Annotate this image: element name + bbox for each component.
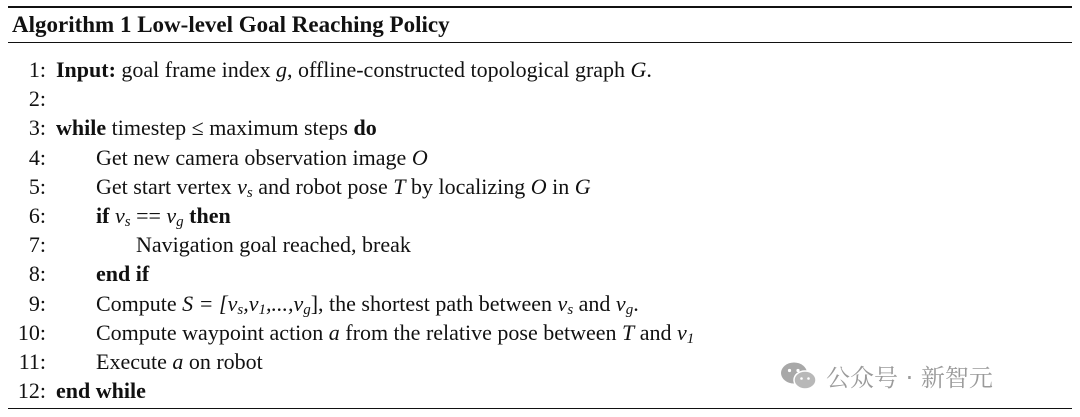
watermark [780,358,993,393]
math-sub-s: s [246,184,253,201]
line-text: by localizing [405,173,531,199]
math-sub-g: g [303,301,311,318]
algorithm-line-6 [0,203,1080,232]
keyword-end-while: end while [56,378,146,404]
line-number: 3: [28,115,46,141]
math-O: O [411,144,428,170]
math-expr: ] [310,290,319,316]
keyword-then: then [183,202,231,228]
line-number: 8: [28,261,46,287]
math-sub-g: g [176,213,184,230]
keyword-if: if [96,202,110,228]
math-a: a [172,348,184,374]
math-sub-s: s [124,213,131,230]
line-number: 1: [28,57,46,82]
line-text: Execute [96,348,173,374]
math-eq: == [130,202,167,228]
math-sub-g: g [625,301,634,318]
algorithm-body [0,57,1080,407]
top-rule [8,6,1072,8]
line-text: on robot [183,348,263,374]
algorithm-label: Algorithm 1 [12,12,132,37]
math-sub-s: s [237,301,244,318]
keyword-input: Input: [56,57,116,82]
math-expr: ,...,v [265,290,304,316]
line-number: 2: [28,86,46,112]
algorithm-line-5 [0,174,1080,203]
line-text: and [573,290,616,316]
math-G: G [630,57,647,82]
line-text: Navigation goal reached, break [136,232,411,258]
math-sub-1: 1 [686,330,695,347]
math-expr: S = [v [182,290,238,316]
line-text: Get new camera observation image [96,144,412,170]
math-a: a [328,319,340,345]
watermark-text: 公众号 · 新智元 [826,364,993,392]
line-number: 5: [28,173,46,199]
math-v: v [114,202,125,228]
line-text: Compute waypoint action [96,319,329,345]
line-text: , the shortest path between [318,290,558,316]
line-number: 11: [18,348,46,374]
bottom-rule [8,408,1072,409]
math-v: v [237,173,247,199]
math-sub-1: 1 [258,301,266,318]
line-text: and [634,319,678,345]
line-text: goal frame index [115,57,276,82]
math-T: T [622,319,635,345]
algorithm-line-4 [0,145,1080,174]
math-v: v [557,290,568,316]
algorithm-line-8 [0,261,1080,290]
keyword-while: while [56,115,107,141]
line-text: from the relative pose between [339,319,623,345]
math-O: O [530,173,547,199]
line-number: 10: [17,319,46,345]
wechat-icon [780,361,818,391]
algorithm-name: Low-level Goal Reaching Policy [137,12,450,37]
line-text: timestep ≤ maximum steps [106,115,354,141]
line-text: and robot pose [252,173,394,199]
math-v: v [677,319,687,345]
line-number: 9: [28,290,46,316]
algorithm-line-10 [0,320,1080,349]
line-text: , offline-constructed topological graph [286,57,631,82]
math-v: v [166,202,177,228]
math-v: v [615,290,626,316]
line-text: Get start vertex [96,173,238,199]
line-text: . [633,290,639,316]
algorithm-line-7 [0,232,1080,261]
line-number: 4: [28,144,46,170]
keyword-do: do [353,115,377,141]
line-text: . [646,57,652,82]
math-expr: ,v [243,290,259,316]
line-text: Compute [96,290,183,316]
line-text: in [546,173,575,199]
line-number: 12: [17,378,46,404]
line-number: 6: [28,202,46,228]
title-rule [8,42,1072,43]
math-T: T [393,173,406,199]
keyword-end-if: end if [96,261,150,287]
algorithm-line-1 [0,57,1080,86]
math-g: g [275,57,287,82]
math-sub-s: s [567,301,574,318]
algorithm-line-2 [0,86,1080,115]
algorithm-title [12,11,450,39]
math-G: G [574,173,591,199]
algorithm-line-9 [0,291,1080,320]
line-number: 7: [28,232,46,258]
algorithm-line-3 [0,115,1080,144]
